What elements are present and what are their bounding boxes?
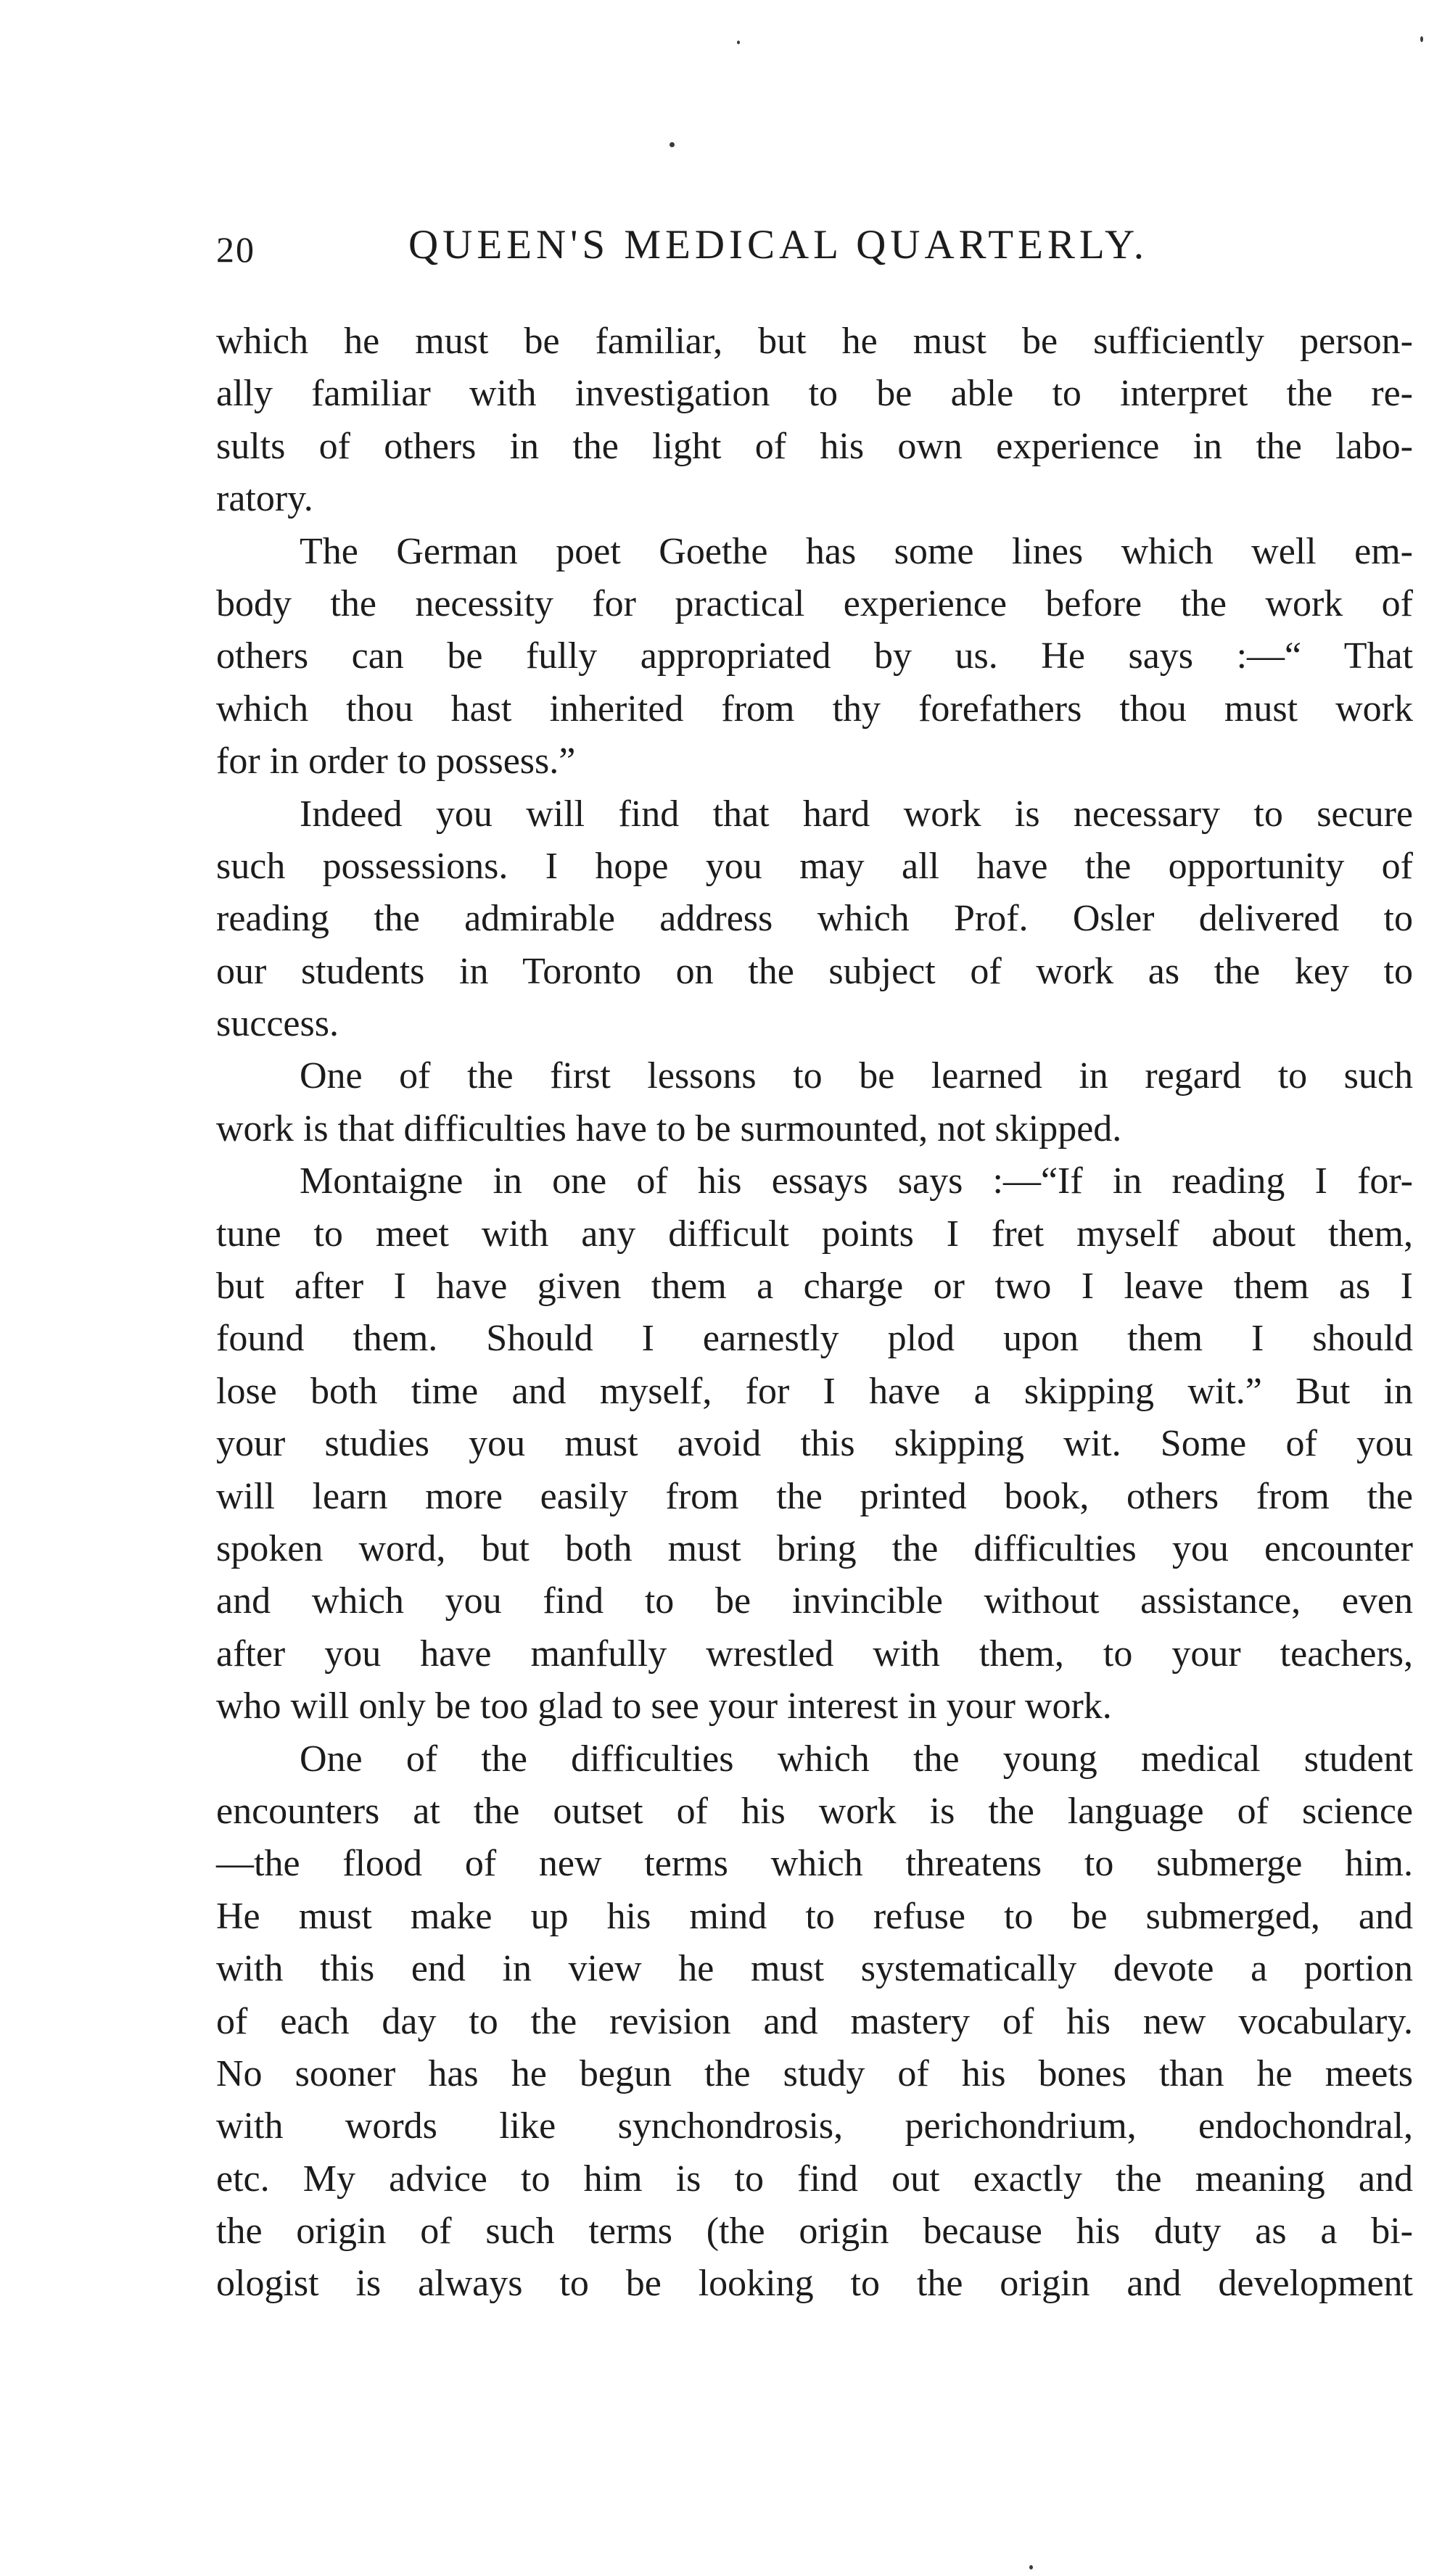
text-line: body the necessity for practical experience before the work of	[216, 582, 1413, 624]
text-line: Montaigne in one of his essays says :—“If in reading I for-	[300, 1160, 1413, 1202]
page-number: 20	[216, 229, 255, 270]
text-line: your studies you must avoid this skipping wit. Some of you	[216, 1423, 1413, 1465]
text-line: ratory.	[216, 478, 313, 520]
text-line: success.	[216, 1003, 339, 1045]
text-line: our students in Toronto on the subject of work as the key to	[216, 950, 1413, 992]
running-header	[216, 221, 1232, 279]
text-line: —the flood of new terms which threatens to submerge him.	[216, 1843, 1413, 1885]
text-line: which thou hast inherited from thy forefathers thou must work	[216, 688, 1413, 730]
text-line: He must make up his mind to refuse to be submerged, and	[216, 1895, 1413, 1937]
text-line: who will only be too glad to see your interest in your work.	[216, 1685, 1112, 1727]
text-line: Indeed you will find that hard work is necessary to secure	[300, 793, 1413, 835]
text-line: ologist is always to be looking to the origin and development	[216, 2263, 1413, 2305]
text-line: which he must be familiar, but he must be sufficiently person-	[216, 321, 1413, 362]
text-line: encounters at the outset of his work is the language of science	[216, 1790, 1413, 1832]
text-line: but after I have given them a charge or two I leave them as I	[216, 1266, 1413, 1308]
scan-speck	[670, 142, 675, 147]
text-line: others can be fully appropriated by us. He says :—“ That	[216, 635, 1413, 677]
text-line: work is that difficulties have to be surmounted, not skipped.	[216, 1107, 1122, 1149]
text-line: and which you find to be invincible without assistance, even	[216, 1580, 1413, 1622]
text-line: tune to meet with any difficult points I fret myself about them,	[216, 1213, 1413, 1255]
text-line: found them. Should I earnestly plod upon them I should	[216, 1318, 1413, 1360]
scan-speck	[737, 41, 740, 44]
text-line: etc. My advice to him is to find out exactly the meaning and	[216, 2158, 1413, 2200]
text-line: after you have manfully wrestled with them, to your teachers,	[216, 1632, 1413, 1675]
scan-speck	[1420, 36, 1423, 42]
text-line: will learn more easily from the printed book, others from the	[216, 1475, 1413, 1517]
body-text	[216, 315, 1413, 2311]
running-title: QUEEN'S MEDICAL QUARTERLY.	[408, 222, 1149, 268]
text-line: with words like synchondrosis, perichondrium, endochondral,	[216, 2105, 1413, 2147]
text-line: sults of others in the light of his own experience in the labo-	[216, 425, 1413, 467]
scan-speck	[1029, 2565, 1033, 2569]
text-line: spoken word, but both must bring the difficulties you encounter	[216, 1527, 1413, 1569]
text-line: The German poet Goethe has some lines which well em-	[300, 530, 1413, 572]
text-line: No sooner has he begun the study of his bones than he meets	[216, 2052, 1413, 2094]
text-line: One of the difficulties which the young medical student	[300, 1738, 1413, 1780]
text-line: such possessions. I hope you may all have the opportunity of	[216, 845, 1413, 887]
text-line: with this end in view he must systematically devote a portion	[216, 1948, 1413, 1990]
text-line: of each day to the revision and mastery of his new vocabulary.	[216, 2000, 1413, 2042]
text-line: One of the first lessons to be learned in regard to such	[300, 1055, 1413, 1097]
text-line: for in order to possess.”	[216, 740, 576, 783]
text-line: reading the admirable address which Prof. Osler delivered to	[216, 898, 1413, 940]
text-line: ally familiar with investigation to be able to interpret the re-	[216, 373, 1413, 415]
text-line: the origin of such terms (the origin because his duty as a bi-	[216, 2210, 1413, 2253]
text-line: lose both time and myself, for I have a skipping wit.” But in	[216, 1370, 1413, 1412]
